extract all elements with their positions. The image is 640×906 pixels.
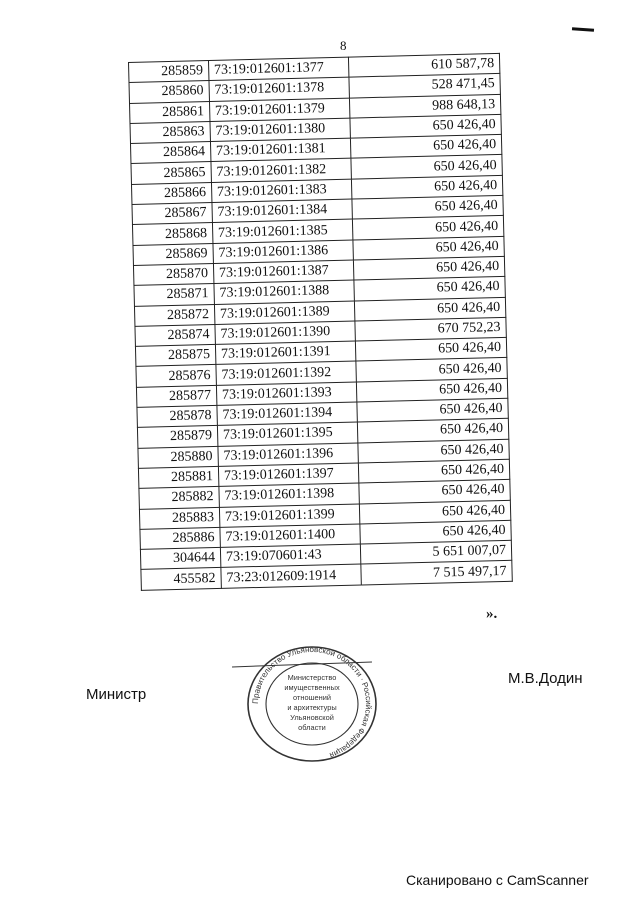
cadastral-value-cell: 650 426,40 (357, 378, 508, 402)
cadastral-value-cell: 650 426,40 (351, 135, 502, 159)
cadastral-number-cell: 73:19:012601:1386 (213, 240, 354, 264)
parcel-id-cell: 285886 (140, 527, 220, 549)
cadastral-value-cell: 610 587,78 (349, 53, 500, 77)
cadastral-number-cell: 73:19:012601:1388 (214, 280, 355, 304)
page-number: 8 (340, 38, 347, 53)
cadastral-value-cell: 650 426,40 (356, 337, 507, 361)
cadastral-number-cell: 73:19:012601:1383 (211, 179, 352, 203)
parcel-id-cell: 285864 (130, 142, 210, 164)
cadastral-value-cell: 650 426,40 (358, 419, 509, 443)
minister-title: Министр (86, 686, 147, 703)
cadastral-value-cell: 5 651 007,07 (361, 540, 512, 564)
seal-center-line: и архитектуры (287, 703, 337, 712)
parcel-id-cell: 285880 (138, 446, 218, 468)
parcel-id-cell: 285868 (132, 223, 212, 245)
scanner-watermark: Сканировано с CamScanner (406, 872, 589, 888)
cadastral-number-cell: 73:19:012601:1378 (209, 77, 350, 101)
parcel-id-cell: 285871 (134, 284, 214, 306)
cadastral-value-table (128, 53, 513, 591)
parcel-id-cell: 285863 (130, 121, 210, 143)
cadastral-number-cell: 73:19:012601:1393 (216, 382, 357, 406)
scan-artifact-dash (572, 27, 594, 32)
parcel-id-cell: 285875 (135, 345, 215, 367)
cadastral-value-cell: 650 426,40 (355, 297, 506, 321)
parcel-id-cell: 285874 (135, 324, 215, 346)
cadastral-number-cell: 73:19:012601:1396 (218, 443, 359, 467)
cadastral-value-cell: 650 426,40 (352, 195, 503, 219)
parcel-id-cell: 285861 (130, 101, 210, 123)
parcel-id-cell: 285877 (136, 385, 216, 407)
cadastral-number-cell: 73:19:070601:43 (220, 544, 361, 568)
cadastral-number-cell: 73:19:012601:1392 (216, 361, 357, 385)
cadastral-number-cell: 73:19:012601:1382 (211, 159, 352, 183)
cadastral-value-cell: 650 426,40 (357, 398, 508, 422)
cadastral-number-cell: 73:19:012601:1397 (218, 463, 359, 487)
parcel-id-cell: 285883 (139, 507, 219, 529)
cadastral-value-cell: 670 752,23 (355, 317, 506, 341)
parcel-id-cell: 304644 (140, 548, 220, 570)
parcel-id-cell: 285865 (131, 162, 211, 184)
cadastral-number-cell: 73:19:012601:1395 (217, 422, 358, 446)
cadastral-value-cell: 650 426,40 (350, 114, 501, 138)
parcel-id-cell: 285860 (129, 81, 209, 103)
cadastral-value-cell: 650 426,40 (354, 277, 505, 301)
cadastral-number-cell: 73:19:012601:1387 (213, 260, 354, 284)
official-seal (244, 644, 380, 764)
minister-name: М.В.Додин (508, 670, 583, 687)
cadastral-value-cell: 650 426,40 (359, 480, 510, 504)
parcel-id-cell: 285876 (136, 365, 216, 387)
cadastral-value-cell: 650 426,40 (351, 155, 502, 179)
parcel-id-cell: 285859 (129, 61, 209, 83)
seal-center-line: имущественных (284, 683, 340, 692)
parcel-id-cell: 285878 (137, 405, 217, 427)
cadastral-number-cell: 73:19:012601:1390 (215, 321, 356, 345)
parcel-id-cell: 285866 (131, 182, 211, 204)
cadastral-value-cell: 650 426,40 (352, 175, 503, 199)
cadastral-number-cell: 73:19:012601:1398 (219, 483, 360, 507)
cadastral-value-cell: 7 515 497,17 (361, 561, 512, 585)
parcel-id-cell: 285870 (133, 263, 213, 285)
cadastral-value-cell: 650 426,40 (356, 358, 507, 382)
parcel-id-cell: 285869 (133, 243, 213, 265)
cadastral-number-cell: 73:19:012601:1379 (209, 98, 350, 122)
seal-center-line: области (298, 723, 326, 732)
cadastral-value-cell: 988 648,13 (350, 94, 501, 118)
closing-quote: ». (486, 606, 498, 622)
cadastral-number-cell: 73:19:012601:1377 (208, 57, 349, 81)
parcel-id-cell: 285872 (134, 304, 214, 326)
cadastral-value-cell: 650 426,40 (360, 500, 511, 524)
parcel-id-cell: 455582 (141, 568, 221, 590)
cadastral-number-cell: 73:19:012601:1381 (210, 138, 351, 162)
seal-center-line: Министерство (287, 673, 337, 682)
cadastral-number-cell: 73:19:012601:1394 (217, 402, 358, 426)
seal-ring-text: Правительство Ульяновской области · Российская Федерация (250, 644, 374, 760)
cadastral-number-cell: 73:19:012601:1391 (215, 341, 356, 365)
cadastral-number-cell: 73:19:012601:1389 (214, 301, 355, 325)
cadastral-value-cell: 650 426,40 (353, 236, 504, 260)
cadastral-number-cell: 73:19:012601:1400 (220, 524, 361, 548)
cadastral-value-cell: 650 426,40 (358, 439, 509, 463)
seal-center-line: Ульяновской (290, 713, 334, 722)
parcel-id-cell: 285882 (139, 487, 219, 509)
cadastral-value-cell: 650 426,40 (353, 216, 504, 240)
cadastral-value-cell: 650 426,40 (359, 459, 510, 483)
cadastral-number-cell: 73:19:012601:1385 (212, 219, 353, 243)
cadastral-value-cell: 528 471,45 (349, 74, 500, 98)
seal-center-line: отношений (293, 693, 331, 702)
cadastral-value-cell: 650 426,40 (354, 256, 505, 280)
cadastral-value-cell: 650 426,40 (360, 520, 511, 544)
cadastral-number-cell: 73:19:012601:1384 (212, 199, 353, 223)
cadastral-number-cell: 73:19:012601:1380 (210, 118, 351, 142)
parcel-id-cell: 285881 (138, 466, 218, 488)
cadastral-number-cell: 73:23:012609:1914 (221, 564, 362, 588)
parcel-id-cell: 285879 (137, 426, 217, 448)
cadastral-number-cell: 73:19:012601:1399 (219, 504, 360, 528)
parcel-id-cell: 285867 (132, 203, 212, 225)
